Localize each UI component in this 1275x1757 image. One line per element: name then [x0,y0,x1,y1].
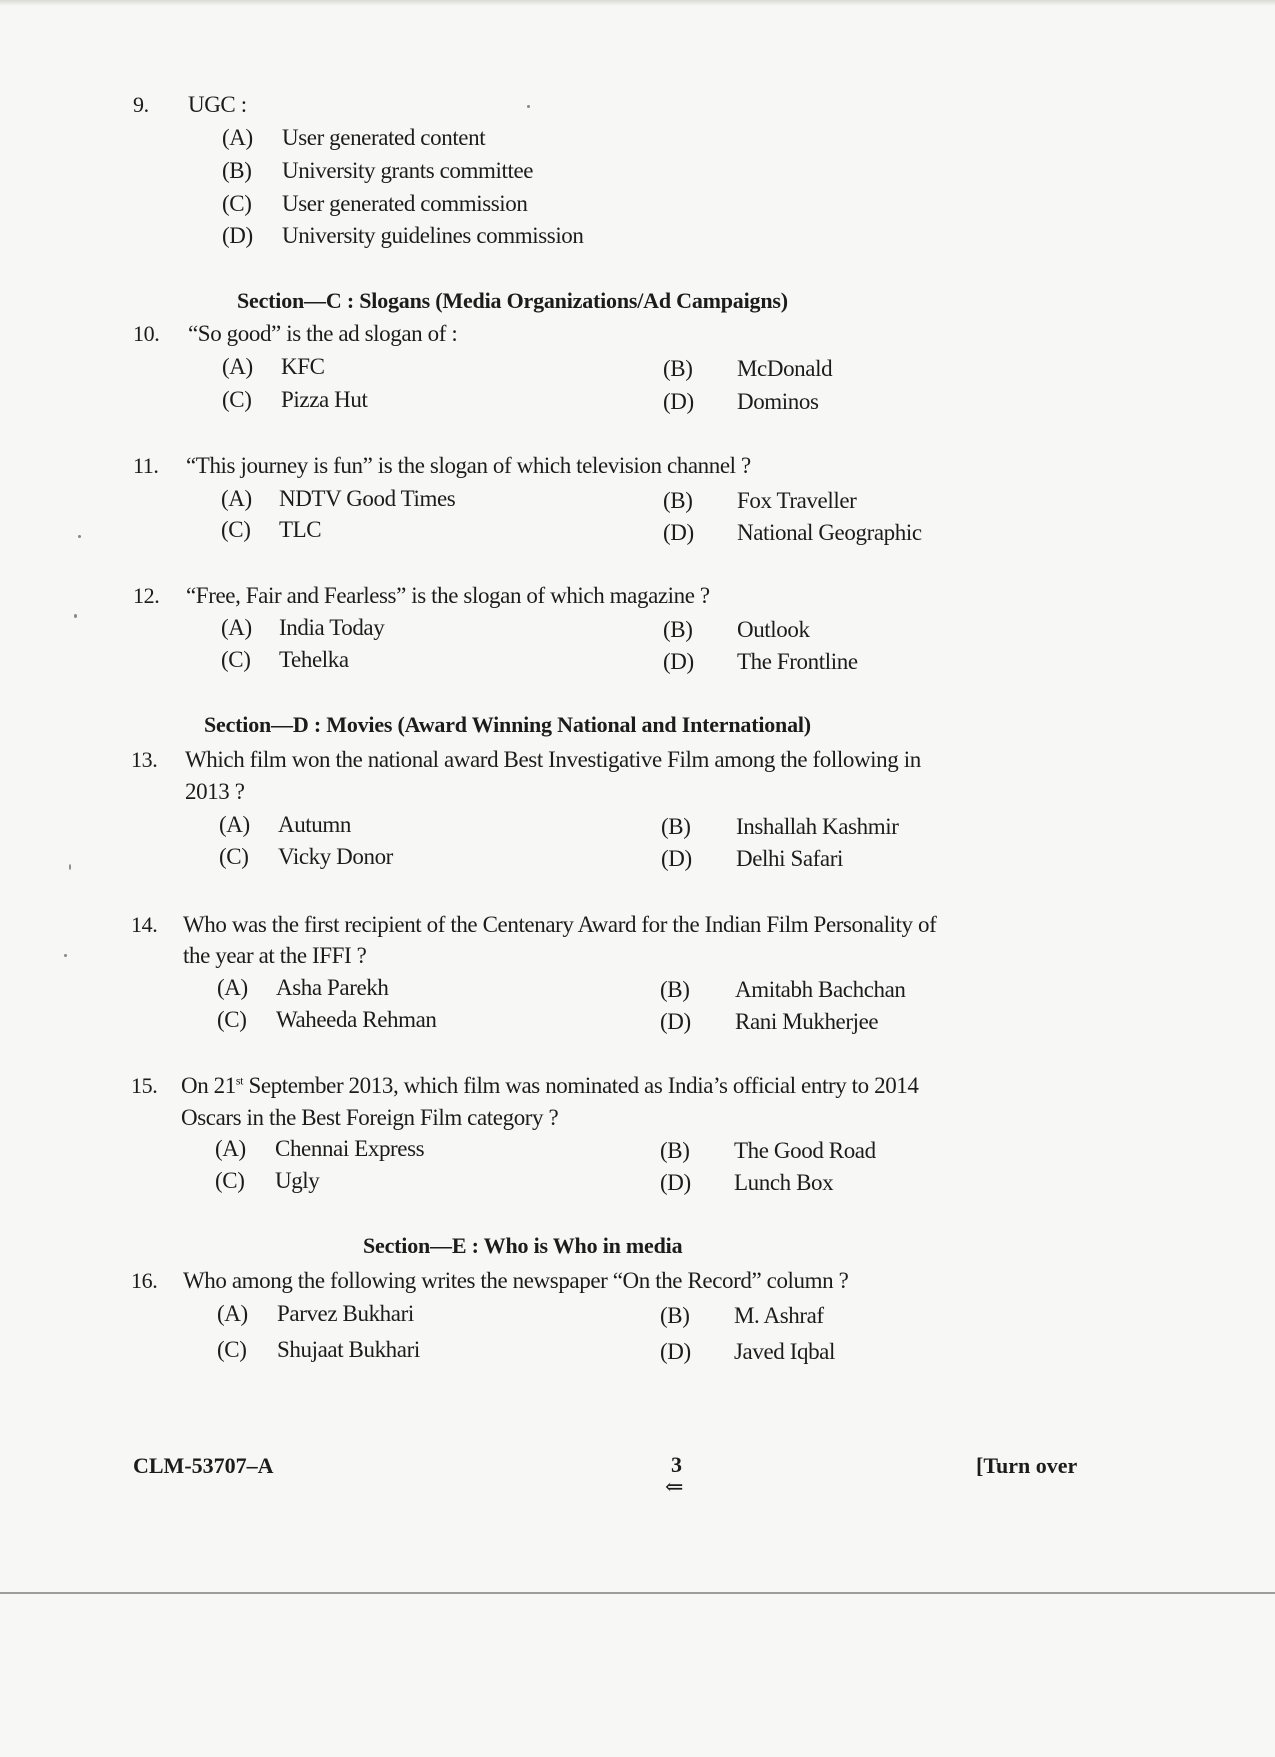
option-letter: (D) [660,1009,691,1034]
option-text: Parvez Bukhari [277,1301,414,1326]
option-letter: (A) [219,812,250,837]
option-text: McDonald [737,356,833,381]
option-letter: (D) [222,223,253,248]
ordinal-suffix: st [235,1073,244,1088]
option-letter: (A) [217,975,248,1000]
option-text: Vicky Donor [278,844,393,869]
option-letter: (B) [660,1138,690,1163]
option-letter: (C) [221,517,251,542]
option-letter: (A) [221,486,252,511]
question-text-line1: Which film won the national award Best Investigative Film among the following in [185,747,921,772]
question-text-line2: Oscars in the Best Foreign Film category ? [181,1105,559,1130]
scan-speck [74,614,77,618]
option-letter: (A) [221,615,252,640]
question-text-pre: On 21 [181,1073,236,1098]
question-number: 16. [131,1268,158,1293]
option-letter: (B) [222,158,252,183]
option-letter: (B) [660,977,690,1002]
option-letter: (B) [663,617,693,642]
option-text: Fox Traveller [737,488,857,513]
option-text: The Good Road [734,1138,876,1163]
option-text: Asha Parekh [276,975,389,1000]
option-text: KFC [281,354,325,379]
option-text: Waheeda Rehman [276,1007,437,1032]
question-text-line2: the year at the IFFI ? [183,943,367,968]
option-letter: (A) [217,1301,248,1326]
option-letter: (D) [663,649,694,674]
option-text: Tehelka [279,647,349,672]
option-letter: (B) [663,488,693,513]
option-letter: (D) [663,520,694,545]
option-text: The Frontline [737,649,858,674]
option-letter: (D) [663,389,694,414]
option-text: NDTV Good Times [279,486,456,511]
question-text: “So good” is the ad slogan of : [188,321,458,346]
page-top-edge [0,0,1275,6]
option-text: Rani Mukherjee [735,1009,879,1034]
option-letter: (D) [661,846,692,871]
option-letter: (B) [660,1303,690,1328]
section-heading-d: Section—D : Movies (Award Winning National and International) [204,712,811,737]
scan-speck [527,105,530,108]
question-text-line2: 2013 ? [185,779,245,804]
option-text: University grants committee [282,158,534,183]
question-text-line1: Who was the first recipient of the Centenary Award for the Indian Film Personality of [183,912,937,937]
scan-speck [69,864,71,870]
section-heading-c: Section—C : Slogans (Media Organizations/Ad Campaigns) [237,288,788,313]
question-text: Who among the following writes the newspaper “On the Record” column ? [183,1268,849,1293]
option-letter: (C) [217,1337,247,1362]
option-text: TLC [279,517,322,542]
option-text: University guidelines commission [282,223,584,248]
page-number: 3 [671,1452,682,1477]
option-text: Delhi Safari [736,846,843,871]
option-text: Pizza Hut [281,387,368,412]
option-letter: (A) [222,354,253,379]
question-number: 9. [133,92,149,117]
option-letter: (C) [215,1168,245,1193]
option-text: Amitabh Bachchan [735,977,906,1002]
option-text: User generated commission [282,191,528,216]
page-bottom-edge [0,1592,1275,1594]
option-letter: (A) [215,1136,246,1161]
option-letter: (C) [219,844,249,869]
question-text-post: September 2013, which film was nominated as India’s official entry to 2014 [243,1073,919,1098]
option-text: M. Ashraf [734,1303,824,1328]
option-text: User generated content [282,125,486,150]
question-number: 14. [131,912,158,937]
question-text-line1 [181,1072,919,1100]
option-text: Lunch Box [734,1170,834,1195]
option-letter: (A) [222,125,253,150]
option-letter: (B) [661,814,691,839]
option-text: Chennai Express [275,1136,425,1161]
turn-over-label: [Turn over [976,1453,1078,1478]
option-text: India Today [279,615,385,640]
option-letter: (C) [221,647,251,672]
question-number: 12. [133,583,160,608]
question-text: “Free, Fair and Fearless” is the slogan of which magazine ? [186,583,710,608]
option-text: Dominos [737,389,819,414]
option-letter: (B) [663,356,693,381]
option-letter: (C) [222,387,252,412]
question-number: 15. [131,1073,158,1098]
question-number: 10. [133,321,160,346]
left-arrow-icon: ⇐ [665,1474,684,1499]
section-heading-e: Section—E : Who is Who in media [363,1233,683,1258]
option-text: National Geographic [737,520,922,545]
option-text: Ugly [275,1168,320,1193]
question-number: 13. [131,747,158,772]
option-text: Inshallah Kashmir [736,814,899,839]
scan-speck [64,954,67,957]
option-text: Autumn [278,812,351,837]
option-text: Javed Iqbal [734,1339,835,1364]
paper-code: CLM-53707–A [133,1453,274,1478]
option-letter: (C) [217,1007,247,1032]
option-text: Shujaat Bukhari [277,1337,420,1362]
option-letter: (C) [222,191,252,216]
option-text: Outlook [737,617,810,642]
question-text: “This journey is fun” is the slogan of which television channel ? [186,453,751,478]
option-letter: (D) [660,1170,691,1195]
option-letter: (D) [660,1339,691,1364]
question-number: 11. [133,453,159,478]
scan-speck [78,535,81,538]
question-text: UGC : [188,92,247,117]
